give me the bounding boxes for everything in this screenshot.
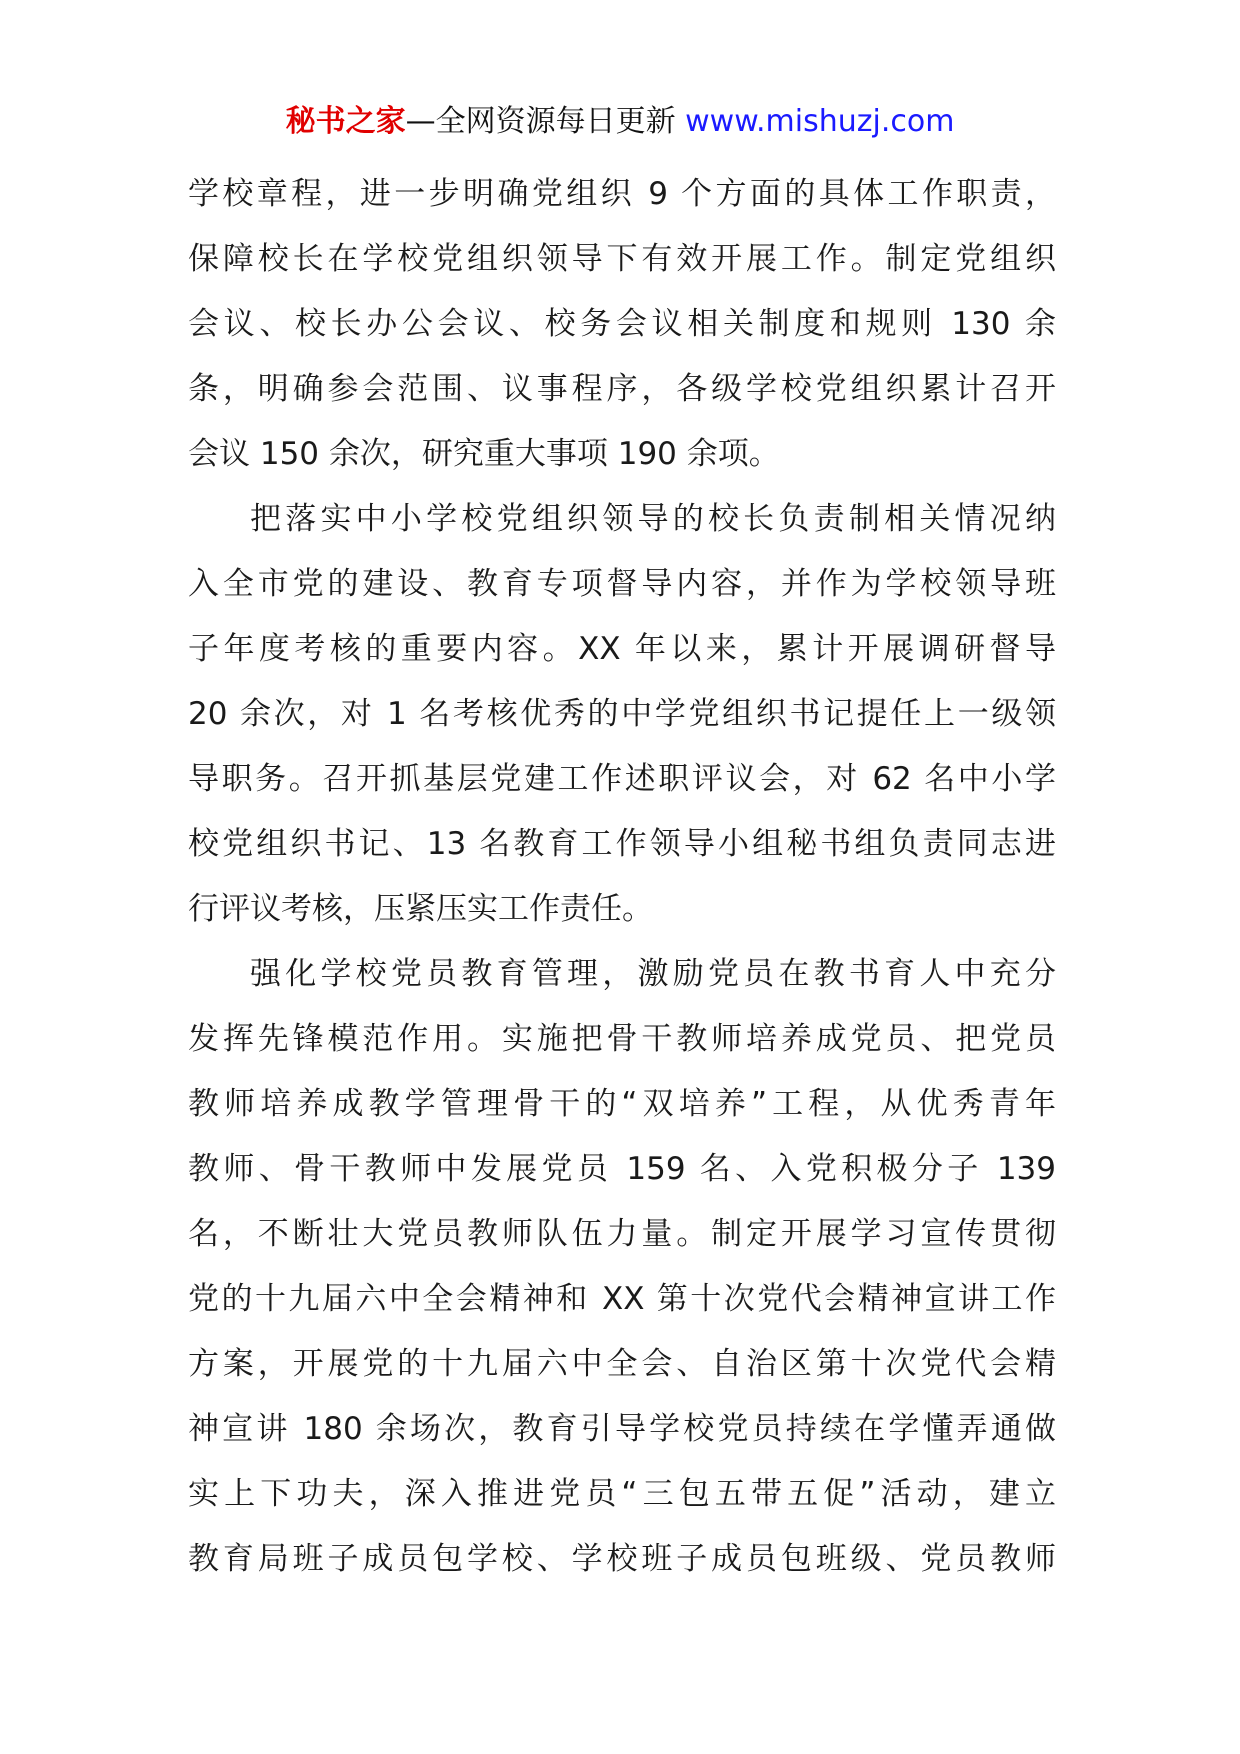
text-line: 发挥先锋模范作用。实施把骨干教师培养成党员、把党员 [188, 1021, 1056, 1057]
text-line: 方案，开展党的十九届六中全会、自治区第十次党代会精 [188, 1346, 1056, 1382]
page-header [0, 102, 1240, 142]
text-line: 20 余次，对 1 名考核优秀的中学党组织书记提任上一级领 [188, 696, 1056, 732]
text-line: 强化学校党员教育管理，激励党员在教书育人中充分 [250, 956, 1056, 992]
text-line: 子年度考核的重要内容。XX 年以来，累计开展调研督导 [188, 631, 1056, 667]
text-line: 入全市党的建设、教育专项督导内容，并作为学校领导班 [188, 566, 1056, 602]
text-line: 神宣讲 180 余场次，教育引导学校党员持续在学懂弄通做 [188, 1411, 1056, 1447]
text-line: 校党组织书记、13 名教育工作领导小组秘书组负责同志进 [188, 826, 1056, 862]
text-line: 把落实中小学校党组织领导的校长负责制相关情况纳 [250, 501, 1056, 537]
text-line: 教师、骨干教师中发展党员 159 名、入党积极分子 139 [188, 1151, 1056, 1187]
text-line: 会议、校长办公会议、校务会议相关制度和规则 130 余 [188, 306, 1056, 342]
text-line: 教师培养成教学管理骨干的“双培养”工程，从优秀青年 [188, 1086, 1056, 1122]
text-line: 实上下功夫，深入推进党员“三包五带五促”活动，建立 [188, 1476, 1056, 1512]
text-line: 名，不断壮大党员教师队伍力量。制定开展学习宣传贯彻 [188, 1216, 1056, 1252]
site-tagline: —全网资源每日更新 [405, 104, 676, 139]
text-line: 行评议考核，压紧压实工作责任。 [188, 891, 653, 927]
text-line: 会议 150 余次，研究重大事项 190 余项。 [188, 436, 780, 472]
site-url-link[interactable]: www.mishuzj.com [685, 104, 955, 139]
text-line: 教育局班子成员包学校、学校班子成员包班级、党员教师 [188, 1541, 1056, 1577]
text-line: 党的十九届六中全会精神和 XX 第十次党代会精神宣讲工作 [188, 1281, 1056, 1317]
site-brand: 秘书之家 [285, 104, 406, 139]
text-line: 学校章程，进一步明确党组织 9 个方面的具体工作职责， [188, 176, 1056, 212]
text-line: 条，明确参会范围、议事程序，各级学校党组织累计召开 [188, 371, 1056, 407]
text-line: 保障校长在学校党组织领导下有效开展工作。制定党组织 [188, 241, 1056, 277]
document-body [188, 162, 1056, 1592]
text-line: 导职务。召开抓基层党建工作述职评议会，对 62 名中小学 [188, 761, 1056, 797]
